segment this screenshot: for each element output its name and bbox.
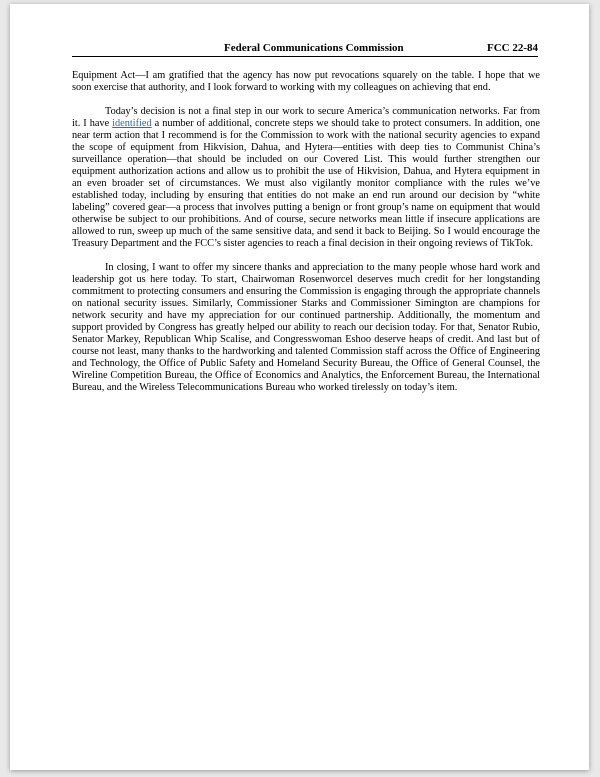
document-body [72, 70, 540, 406]
identified-link[interactable]: identified [112, 118, 152, 129]
page-header [72, 42, 538, 57]
paragraph-3-text: In closing, I want to offer my sincere thanks and appreciation to the many people whose hard work and leadership got us here today. To start, Chairwoman Rosenworcel deserves much credit for her longstanding commitment to protecting consumers and ensuring the Commission is engaging through the appropriate channels on national security issues. Similarly, Commissioner Starks and Commissioner Simington are champions for network security and have my appreciation for our continued partnership. Additionally, the momentum and support provided by Congress has greatly helped our ability to reach our decision today. For that, Senator Rubio, Senator Markey, Republican Whip Scalise, and Congresswoman Eshoo deserve heaps of credit. And last but of course not least, many thanks to the hardworking and talented Commission staff across the Office of Engineering and Technology, the Office of Public Safety and Homeland Security Bureau, the Office of General Counsel, the Wireline Competition Bureau, the Office of Economics and Analytics, the Enforcement Bureau, the International Bureau, and the Wireless Telecommunications Bureau who worked tirelessly on today’s item. [72, 262, 540, 393]
paragraph-1: Equipment Act—I am gratified that the agency has now put revocations squarely on the table. I hope that we soon exercise that authority, and I look forward to working with my colleagues on achieving that end. [72, 70, 540, 93]
header-title: Federal Communications Commission [224, 42, 404, 54]
paragraph-2-text-end: a number of additional, concrete steps we should take to protect consumers. In addition, one near term action that I recommend is for the Commission to work with the national security agencies to expand the scope of equipment from Hikvision, Dahua, and Hytera—entities with deep ties to Communist China’s surveillance operation—that should be included on our Covered List. This would further strengthen our equipment authorization actions and allow us to prohibit the use of Hikvision, Dahua, and Hytera equipment in an even broader set of circumstances. We must also vigilantly monitor compliance with the rules we’ve established today, including by ensuring that entities do not make an end run around our decision by “white labeling” covered gear—a process that involves putting a benign or front group’s name on equipment that would otherwise be subject to our prohibitions. And of course, secure networks mean little if insecure applications are allowed to run, sweep up much of the same sensitive data, and send it back to Beijing. So I would encourage the Treasury Department and the FCC’s sister agencies to reach a final decision in their ongoing reviews of TikTok. [72, 118, 540, 249]
document-number: FCC 22-84 [486, 42, 538, 54]
paragraph-3 [72, 262, 540, 394]
paragraph-2-text-start: Today’s decision is not a final step in our work to secure America’s communication networks. Far from it. I have [72, 106, 540, 129]
paragraph-2 [72, 106, 540, 250]
document-page [10, 4, 589, 770]
